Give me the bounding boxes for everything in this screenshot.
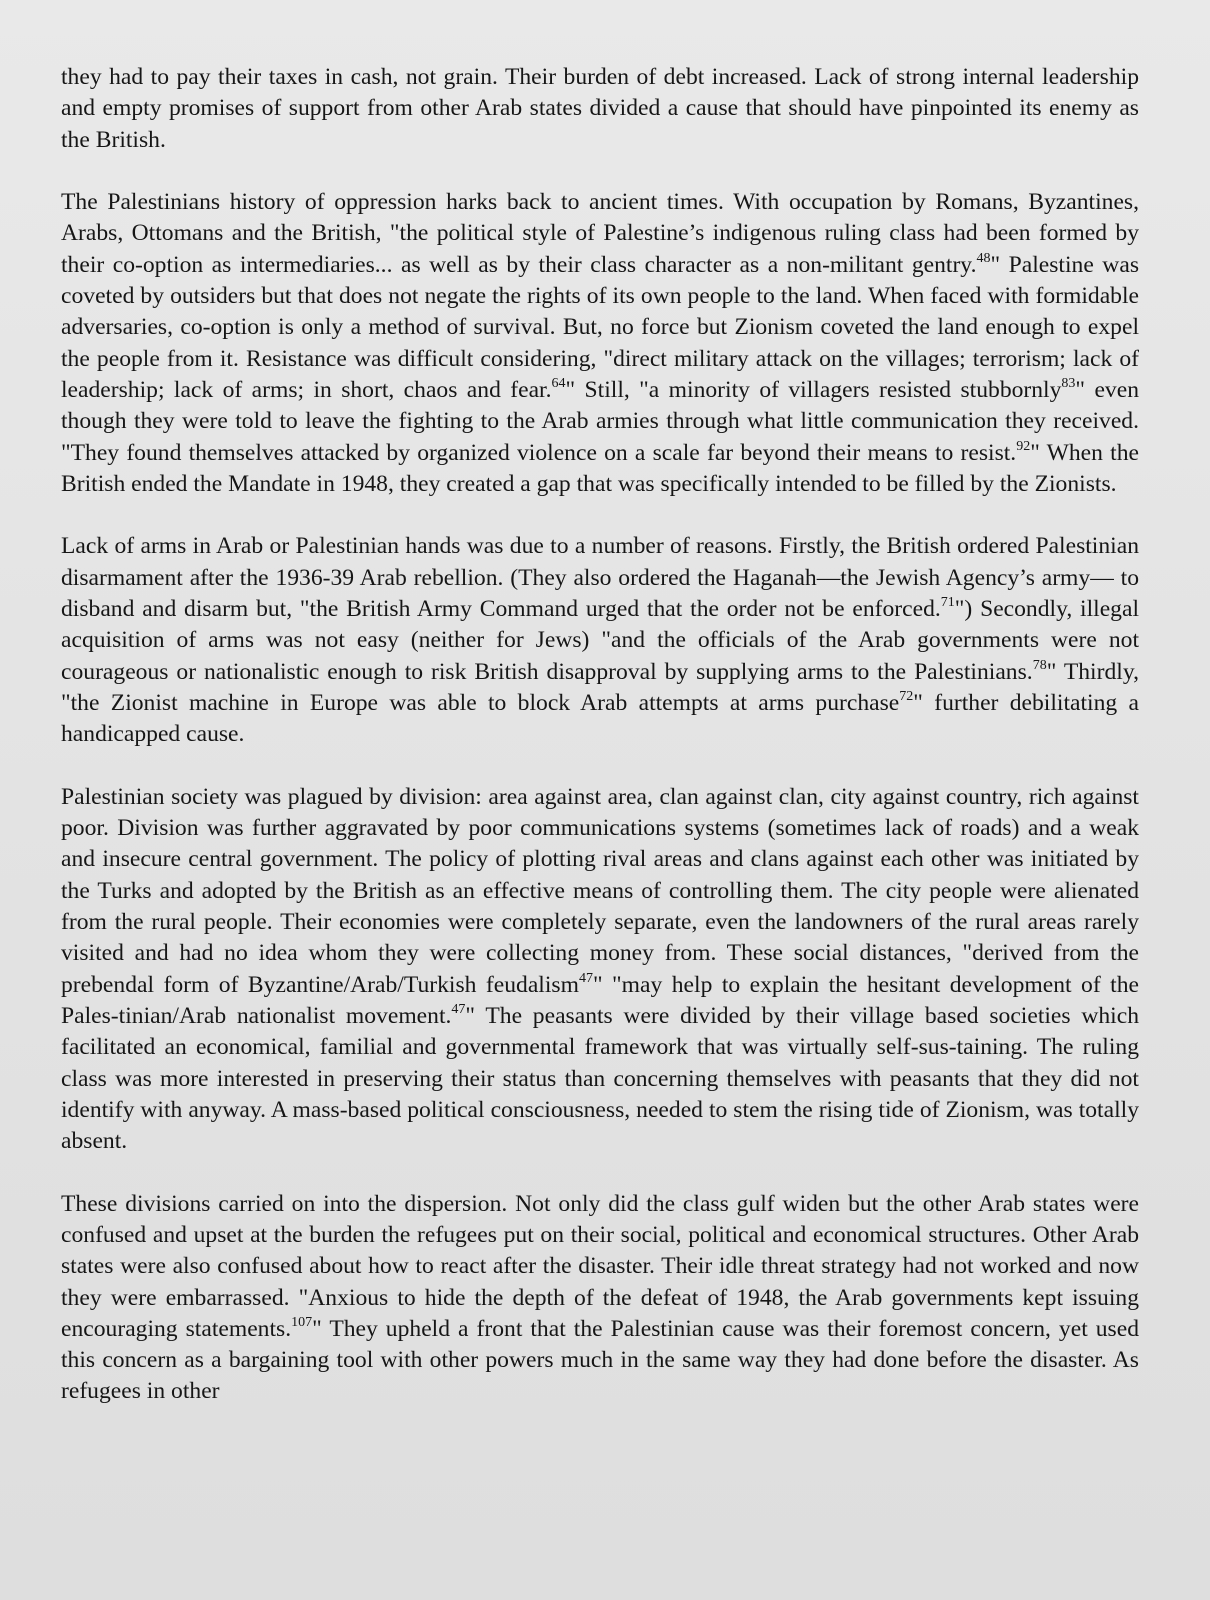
text-run: " Thirdly, "the Zionist machine in Europe was able to block Arab attempts at arms purchase: [61, 658, 1139, 716]
text-run: " They upheld a front that the Palestinian cause was their foremost concern, yet used this concern as a bargaining tool with other powers much in the same way they had done before the disaster. As refugees in other: [61, 1315, 1139, 1405]
text-run: they had to pay their taxes in cash, not grain. Their burden of debt increased. Lack of strong internal leadership and empty promises of support from other Arab states divided a cause that should have pinpointed its enemy as the British.: [61, 64, 1139, 153]
text-run: " The peasants were divided by their village based societies which facilitated an economical, familial and governmental framework that was virtually self-sus-taining. The ruling class was more interested in preserving their status than concerning themselves with peasants that they did not identify with anyway. A mass-based political consciousness, needed to stem the rising tide of Zionism, was totally absent.: [61, 1002, 1139, 1155]
footnote-reference: 47: [578, 970, 593, 986]
paragraph-3: [61, 531, 1139, 750]
document-body: [61, 62, 1139, 1408]
text-run: " "may help to explain the hesitant development of the Pales-tinian/Arab nationalist movement.: [61, 971, 1139, 1029]
text-run: " Still, "a minority of villagers resisted stubbornly: [565, 376, 1062, 403]
paragraph-4: [61, 782, 1139, 1158]
paragraph-5: [61, 1189, 1139, 1408]
footnote-reference: 64: [551, 375, 566, 391]
paragraph-2: [61, 187, 1139, 500]
text-run: " Palestine was coveted by outsiders but that does not negate the rights of its own people to the land. When faced with formidable adversaries, co-option is only a method of survival. But, no force but Zionism coveted the land enough to expel the people from it. Resistance was difficult considering, "direct military attack on the villages; terrorism; lack of leadership; lack of arms; in short, chaos and fear.: [61, 251, 1139, 403]
text-run: Palestinian society was plagued by division: area against area, clan against clan, city against country, rich against poor. Division was further aggravated by poor communications systems (sometimes lack of roads) and a weak and insecure central government. The policy of plotting rival areas and clans against each other was initiated by the Turks and adopted by the British as an effective means of controlling them. The city people were alienated from the rural people. Their economies were completely separate, even the landowners of the rural areas rarely visited and had no idea whom they were collecting money from. These social distances, "derived from the prebendal form of Byzantine/Arab/Turkish feudalism: [61, 783, 1139, 998]
text-run: " even though they were told to leave the fighting to the Arab armies through what little communication they received. "They found themselves attacked by organized violence on a scale far beyond their means to resist.: [61, 376, 1139, 466]
footnote-reference: 72: [899, 688, 914, 704]
paragraph-1: [61, 62, 1139, 156]
text-run: The Palestinians history of oppression harks back to ancient times. With occupation by Romans, Byzantines, Arabs, Ottomans and the British, "the political style of Palestine’s indigenous ruling class had been formed by their co-option as intermediaries... as well as by their class character as a non-militant gentry.: [61, 189, 1139, 278]
footnote-reference: 92: [1016, 438, 1031, 454]
footnote-reference: 47: [451, 1001, 466, 1017]
footnote-reference: 83: [1061, 375, 1076, 391]
footnote-reference: 48: [976, 250, 991, 266]
text-run: These divisions carried on into the dispersion. Not only did the class gulf widen but the other Arab states were confused and upset at the burden the refugees put on their social, political and economical structures. Other Arab states were also confused about how to react after the disaster. Their idle threat strategy had not worked and now they were embarrassed. "Anxious to hide the depth of the defeat of 1948, the Arab governments kept issuing encouraging statements.: [61, 1190, 1139, 1342]
text-run: ") Secondly, illegal acquisition of arms was not easy (neither for Jews) "and the officials of the Arab governments were not courageous or nationalistic enough to risk British disapproval by supplying arms to the Palestinians.: [61, 596, 1140, 685]
text-run: " further debilitating a handicapped cause.: [61, 689, 1140, 748]
footnote-reference: 107: [291, 1314, 313, 1330]
footnote-reference: 71: [940, 595, 955, 611]
text-run: " When the British ended the Mandate in 1948, they created a gap that was specifically intended to be filled by the Zionists.: [61, 439, 1139, 497]
footnote-reference: 78: [1032, 657, 1047, 673]
text-run: Lack of arms in Arab or Palestinian hands was due to a number of reasons. Firstly, the British ordered Palestinian disarmament after the 1936-39 Arab rebellion. (They also ordered the Haganah—the Jewish Agency’s army— to disband and disarm but, "the British Army Command urged that the order not be enforced.: [61, 533, 1139, 623]
